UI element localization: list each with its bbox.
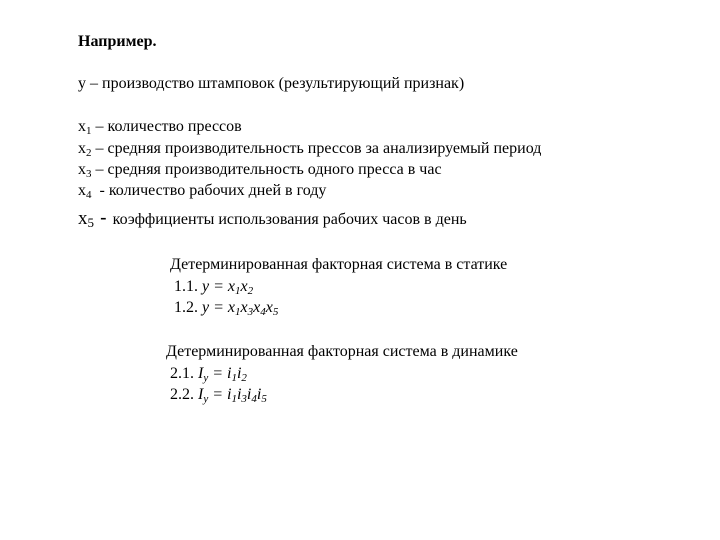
formula-equals: = — [209, 278, 228, 295]
dynamic-formula-2 — [170, 385, 267, 405]
factor-subscript: 1 — [86, 125, 92, 137]
formula-term: i — [256, 386, 262, 403]
formula-subscript: 1 — [235, 306, 241, 318]
formula-term: i — [227, 386, 232, 403]
factor-description: – количество прессов — [91, 118, 242, 135]
factor-subscript: 5 — [87, 215, 94, 230]
formula-term: x — [240, 299, 248, 316]
factor-description: коэффициенты использования рабочих часов в день — [112, 211, 467, 228]
y-variable: y — [78, 75, 86, 92]
factor-subscript: 4 — [86, 189, 92, 201]
formula-lhs: y — [202, 278, 210, 295]
formula-subscript: 3 — [247, 306, 254, 318]
formula-equals: = — [208, 365, 228, 382]
formula-lhs: I — [198, 386, 204, 403]
factor-x4 — [78, 181, 326, 201]
formula-term: x — [253, 299, 261, 316]
static-system-title: Детерминированная факторная система в статике — [170, 256, 508, 273]
formula-number: 1.1. — [174, 278, 202, 295]
formula-subscript: 1 — [231, 393, 237, 405]
formula-subscript: 5 — [261, 393, 267, 405]
factor-variable: x — [78, 118, 86, 135]
formula-term: i — [236, 386, 242, 403]
factor-variable: x — [78, 140, 86, 157]
factor-x2 — [78, 139, 541, 159]
formula-number: 2.1. — [170, 365, 198, 382]
formula-subscript: 4 — [251, 393, 257, 405]
formula-subscript: 1 — [235, 285, 241, 297]
formula-subscript: 5 — [272, 306, 279, 318]
formula-subscript: 3 — [241, 393, 247, 405]
static-formula-2 — [174, 298, 278, 318]
formula-term: x — [265, 299, 273, 316]
factor-dash: - — [100, 207, 107, 229]
page-heading: Например. — [78, 33, 157, 50]
formula-equals: = — [209, 299, 228, 316]
formula-subscript: 4 — [260, 306, 266, 318]
dynamic-formula-1 — [170, 364, 247, 384]
formula-subscript: 2 — [241, 372, 247, 384]
factor-description: – средняя производительность одного пресса в час — [91, 161, 442, 178]
y-description: – производство штамповок (результирующий признак) — [86, 75, 465, 92]
formula-subscript: 1 — [231, 372, 237, 384]
formula-equals: = — [208, 386, 228, 403]
formula-lhs: y — [202, 299, 210, 316]
formula-term: i — [246, 386, 252, 403]
factor-variable: x — [78, 182, 86, 199]
formula-number: 1.2. — [174, 299, 202, 316]
factor-description: – средняя производительность прессов за анализируемый период — [91, 140, 542, 157]
formula-term: i — [227, 365, 232, 382]
formula-lhs: I — [198, 365, 204, 382]
dynamic-system-title: Детерминированная факторная система в динамике — [166, 343, 518, 360]
factor-variable: x — [78, 208, 88, 229]
factor-x5 — [78, 208, 467, 230]
formula-term: i — [236, 365, 242, 382]
formula-term: x — [227, 299, 236, 316]
factor-variable: x — [78, 161, 86, 178]
formula-term: x — [227, 278, 236, 295]
formula-lhs-subscript: y — [203, 372, 209, 384]
factor-subscript: 3 — [86, 168, 92, 180]
formula-number: 2.2. — [170, 386, 198, 403]
formula-term: x — [240, 278, 248, 295]
y-definition — [78, 74, 464, 94]
static-formula-1 — [174, 277, 253, 297]
factor-x1 — [78, 117, 242, 137]
formula-subscript: 2 — [247, 285, 254, 297]
formula-lhs-subscript: y — [203, 393, 209, 405]
factor-subscript: 2 — [86, 147, 92, 159]
factor-x3 — [78, 160, 442, 180]
factor-description: - количество рабочих дней в году — [91, 182, 327, 199]
